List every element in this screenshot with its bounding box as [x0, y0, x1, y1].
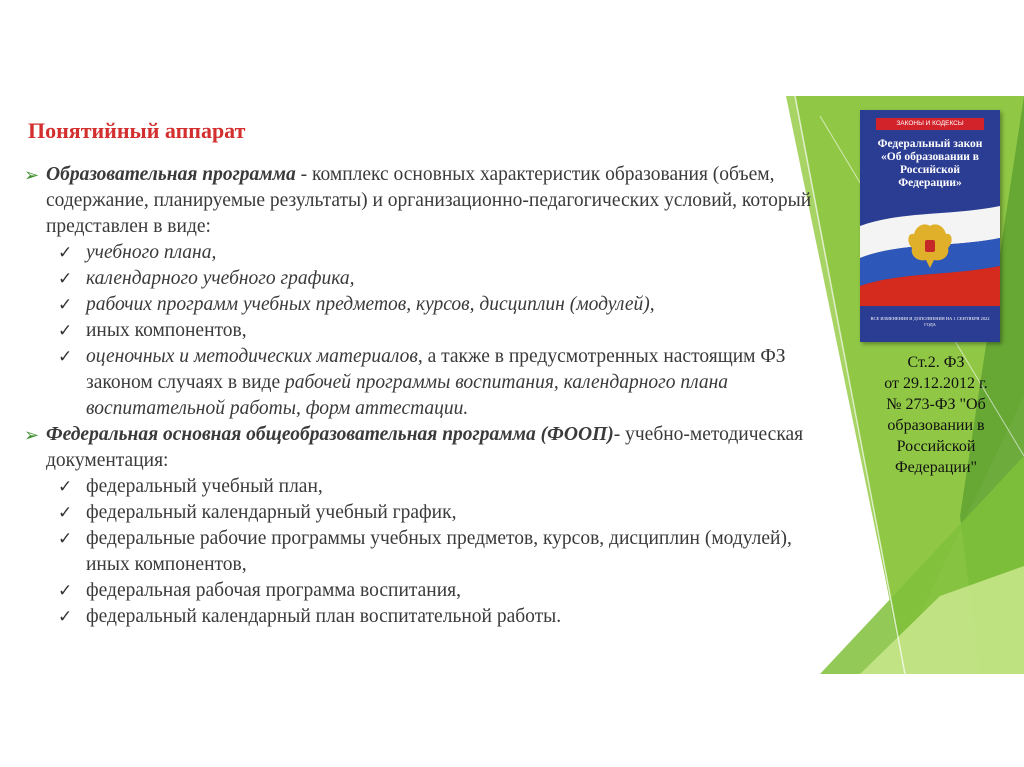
- section-foop: [24, 422, 832, 474]
- check-icon: ✓: [58, 347, 73, 366]
- arrow-bullet-icon: ➢: [24, 165, 40, 185]
- check-icon: ✓: [58, 529, 73, 548]
- content-body: [24, 162, 832, 630]
- term-foop: Федеральная основная общеобразовательная программа (ФООП): [46, 424, 614, 445]
- reference-line: Ст.2. ФЗ: [907, 354, 965, 371]
- check-icon: ✓: [58, 321, 73, 340]
- list-item: ✓ федеральная рабочая программа воспитания,: [24, 578, 832, 604]
- list-item: ✓ рабочих программ учебных предметов, курсов, дисциплин (модулей),: [24, 292, 832, 318]
- reference-line: образовании в: [887, 417, 985, 434]
- reference-line: Российской: [896, 438, 976, 455]
- check-icon: ✓: [58, 295, 73, 314]
- slide-title: Понятийный аппарат: [28, 118, 246, 143]
- list-item: ✓ оценочных и методических материалов, а также в предусмотренных настоящим ФЗ законом случаях в виде рабочей программы воспитания, календарного плана воспитательной работы, форм аттестации.: [58, 346, 786, 419]
- check-icon: ✓: [58, 269, 73, 288]
- section-educational-program: [24, 162, 832, 240]
- term-educational-program: Образовательная программа: [46, 164, 296, 185]
- list-item: ✓ федеральные рабочие программы учебных предметов, курсов, дисциплин (модулей), иных компонентов,: [58, 528, 792, 575]
- reference-line: Федерации": [894, 459, 978, 476]
- law-book-cover: [860, 110, 1000, 342]
- book-series-label: ЗАКОНЫ И КОДЕКСЫ: [876, 118, 984, 130]
- check-icon: ✓: [58, 243, 73, 262]
- list-item: ✓ учебного плана,: [24, 240, 832, 266]
- flag-emblem-icon: [860, 206, 1000, 306]
- reference-line: от 29.12.2012 г.: [884, 375, 988, 392]
- list-item: ✓ иных компонентов,: [24, 318, 832, 344]
- definition-foop: - учебно-методическая документация:: [46, 424, 804, 471]
- list-item: ✓ федеральный учебный план,: [24, 474, 832, 500]
- check-icon: ✓: [58, 477, 73, 496]
- arrow-bullet-icon: ➢: [24, 425, 40, 445]
- check-icon: ✓: [58, 581, 73, 600]
- reference-line: № 273-ФЗ "Об: [886, 396, 986, 413]
- slide: [0, 96, 1024, 674]
- list-item: ✓ календарного учебного графика,: [24, 266, 832, 292]
- book-title: Федеральный закон «Об образовании в Российской Федерации»: [877, 138, 983, 189]
- check-icon: ✓: [58, 607, 73, 626]
- check-icon: ✓: [58, 503, 73, 522]
- list-item: ✓ федеральный календарный план воспитательной работы.: [24, 604, 832, 630]
- list-item: ✓ федеральный календарный учебный график,: [24, 500, 832, 526]
- definition-educational-program: - комплекс основных характеристик образования (объем, содержание, планируемые результаты) и организационно-педагогических условий, который представлен в виде:: [46, 164, 812, 237]
- law-reference: [868, 352, 1004, 478]
- book-footer-note: ВСЕ ИЗМЕНЕНИЯ И ДОПОЛНЕНИЯ НА 1 СЕНТЯБРЯ 2022 ГОДА: [870, 316, 990, 327]
